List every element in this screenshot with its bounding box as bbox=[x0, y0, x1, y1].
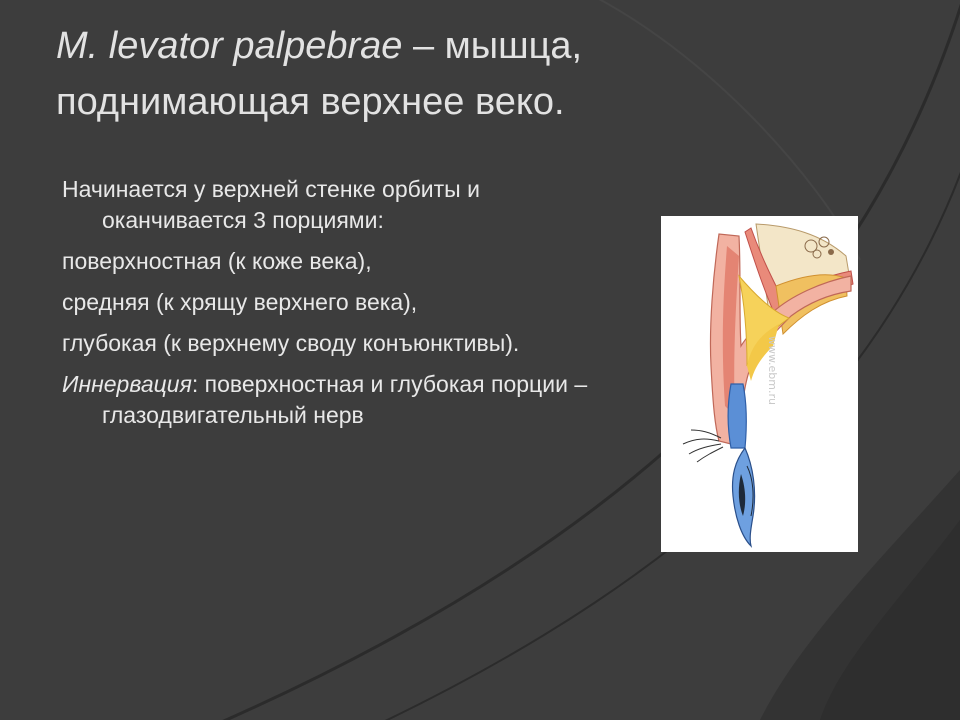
paragraph-middle: средняя (к хрящу верхнего века), bbox=[62, 289, 418, 315]
paragraph-innervation bbox=[62, 369, 622, 431]
title-latin-term: M. levator palpebrae bbox=[56, 25, 403, 67]
paragraph-origin: Начинается у верхней стенке орбиты и оканчивается 3 порциями: bbox=[62, 176, 480, 233]
title-line-1 bbox=[56, 18, 916, 74]
paragraph-superficial: поверхностная (к коже века), bbox=[62, 248, 372, 274]
title-line-2: поднимающая верхнее веко. bbox=[56, 81, 565, 123]
slide-body bbox=[62, 174, 622, 443]
eyelid-anatomy-illustration-icon bbox=[661, 216, 858, 552]
paragraph-deep: глубокая (к верхнему своду конъюнктивы). bbox=[62, 330, 520, 356]
slide-title bbox=[56, 18, 916, 130]
innervation-text: : поверхностная и глубокая порции – глазодвигательный нерв bbox=[102, 371, 588, 428]
figure-watermark: www.ebm.ru bbox=[766, 336, 779, 405]
innervation-label: Иннервация bbox=[62, 371, 192, 397]
title-dash-text: – мышца, bbox=[402, 25, 583, 67]
eyelid-anatomy-figure bbox=[661, 216, 858, 552]
